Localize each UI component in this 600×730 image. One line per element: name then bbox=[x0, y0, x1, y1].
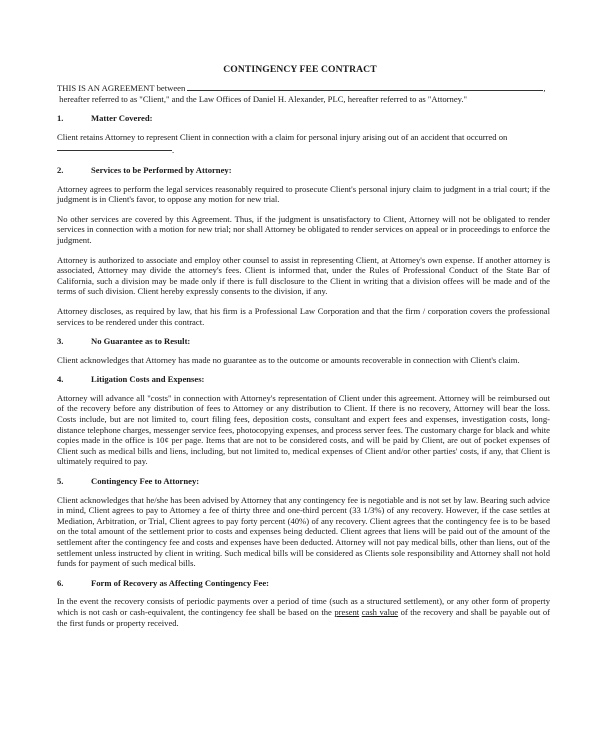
intro-text-2: hereafter referred to as "Client," and the Law Offices of Daniel H. Alexander, PLC, hereafter referred to as "Attorney." bbox=[59, 93, 468, 104]
section-number: 6. bbox=[57, 577, 64, 588]
section-title: Contingency Fee to Attorney: bbox=[91, 476, 200, 487]
paragraph-tail: . bbox=[172, 145, 175, 156]
paragraph-text: Client acknowledges that Attorney has made no guarantee as to the outcome or amounts recoverable in connection with Client's claim. bbox=[57, 354, 520, 365]
section-paragraph bbox=[57, 132, 550, 156]
paragraph-text: Attorney is authorized to associate and employ other counsel to assist in representing Client, at Attorney's own expense. If another attorney is associated, Attorney may divide the attorney's fees. Client is informed that, under the Rules of Professional Conduct of the State Bar of California, such a division may be made only if there is full disclosure to the Client in writing that a division offees will be made and of the terms of such division. Client hereby expressly consents to the division, if any. bbox=[57, 254, 550, 297]
sections-container bbox=[57, 113, 550, 628]
underlined-term: cash value bbox=[361, 606, 399, 617]
section-number: 5. bbox=[57, 476, 64, 487]
intro-comma: , bbox=[543, 83, 546, 93]
paragraph-text: Attorney agrees to perform the legal services reasonably required to prosecute Client's personal injury claim to judgment in a trial court; if the judgment is in Client's favor, to oppose any motion for new trial. bbox=[57, 183, 550, 205]
paragraph-text: Attorney discloses, as required by law, that his firm is a Professional Law Corporation and that the firm / corporation covers the professional services to be rendered under this contract. bbox=[57, 305, 550, 327]
intro-text: THIS IS AN AGREEMENT between bbox=[57, 83, 186, 93]
intro-line-1 bbox=[57, 82, 550, 94]
paragraph-text: In the event the recovery consists of periodic payments over a period of time (such as a structured settlement), or any other form of property which is not cash or cash-equivalent, the contingency fee shall be based on the bbox=[57, 596, 550, 617]
document-body bbox=[57, 82, 550, 637]
document-title: CONTINGENCY FEE CONTRACT bbox=[223, 64, 377, 75]
section-paragraph bbox=[57, 214, 550, 246]
section-title: Matter Covered: bbox=[91, 113, 153, 124]
section-title: Litigation Costs and Expenses: bbox=[91, 374, 205, 385]
section-title: No Guarantee as to Result: bbox=[91, 336, 191, 347]
paragraph-text: Client acknowledges that he/she has been advised by Attorney that any contingency fee is negotiable and is not set by law. Bearing such advice in mind, Client agrees to pay to Attorney a fee of thirty three and one-third percent (33 1/3%) of any recovery. However, if the case settles at Mediation, Arbitration, or Trial, Client agrees to pay forty percent (40%) of any recovery. Client agrees that the contingency fee is to be based on the total amount of the settlement prior to costs and expenses being deducted. Client agrees that liens will be paid out of the amount of the settlement after the contingency fee and costs and expenses have been deducted. Attorney will not pay medical bills, other than liens, out of the settlement unless instructed by client in writing. Such medical bills will be considered as Clients sole responsibility and Attorney shall not hold funds for payment of such medical bills. bbox=[57, 494, 550, 569]
section-number: 3. bbox=[57, 336, 64, 347]
section-number: 1. bbox=[57, 113, 64, 124]
paragraph-text: Attorney will advance all "costs" in connection with Attorney's representation of Client under this agreement. Attorney will be reimbursed out of the recovery before any distribution of fees to Attorney or any distribution to Client. If there is no recovery, Attorney will bear the loss. Costs include, but are not limited to, court filing fees, deposition costs, consultant and expert fees and expenses, investigation costs, long-distance telephone charges, messenger service fees, photocopying expenses, and process server fees. The customary charge for black and white copies made in the office is 10¢ per page. Items that are not to be considered costs, and will be paid by Client, are out of pocket expenses of Client such as medical bills and liens, including, but not limited to, medical expenses of Client and/or other parties' costs, if any, that Client is ultimately required to pay. bbox=[57, 392, 550, 467]
section-paragraph bbox=[57, 393, 550, 467]
section-paragraph bbox=[57, 355, 550, 366]
client-name-blank bbox=[187, 82, 546, 93]
section-number: 4. bbox=[57, 374, 64, 385]
paragraph-text: No other services are covered by this Agreement. Thus, if the judgment is unsatisfactory to Client, Attorney will not be obligated to render services in connection with a motion for new trial; nor shall Attorney be obligated to render services on appeal or in proceedings to enforce the judgment. bbox=[57, 213, 550, 245]
section-title: Services to be Performed by Attorney: bbox=[91, 164, 232, 175]
section-paragraph bbox=[57, 306, 550, 327]
paragraph-text: Client retains Attorney to represent Client in connection with a claim for personal injury arising out of an accident that occurred on bbox=[57, 131, 508, 142]
accident-date-blank bbox=[57, 142, 172, 151]
section-heading bbox=[57, 165, 550, 176]
section-heading bbox=[57, 374, 550, 385]
underlined-term: present bbox=[334, 606, 360, 617]
section-title: Form of Recovery as Affecting Contingency Fee: bbox=[91, 577, 270, 588]
section-paragraph bbox=[57, 255, 550, 297]
section-heading bbox=[57, 113, 550, 124]
section-paragraph bbox=[57, 596, 550, 628]
section-heading bbox=[57, 578, 550, 589]
section-paragraph bbox=[57, 184, 550, 205]
section-heading bbox=[57, 476, 550, 487]
section-paragraph bbox=[57, 495, 550, 569]
section-number: 2. bbox=[57, 164, 64, 175]
intro-line-2 bbox=[57, 94, 550, 105]
section-heading bbox=[57, 336, 550, 347]
paragraph-text: of the recovery and shall be payable out of the first funds or property received. bbox=[57, 606, 550, 628]
